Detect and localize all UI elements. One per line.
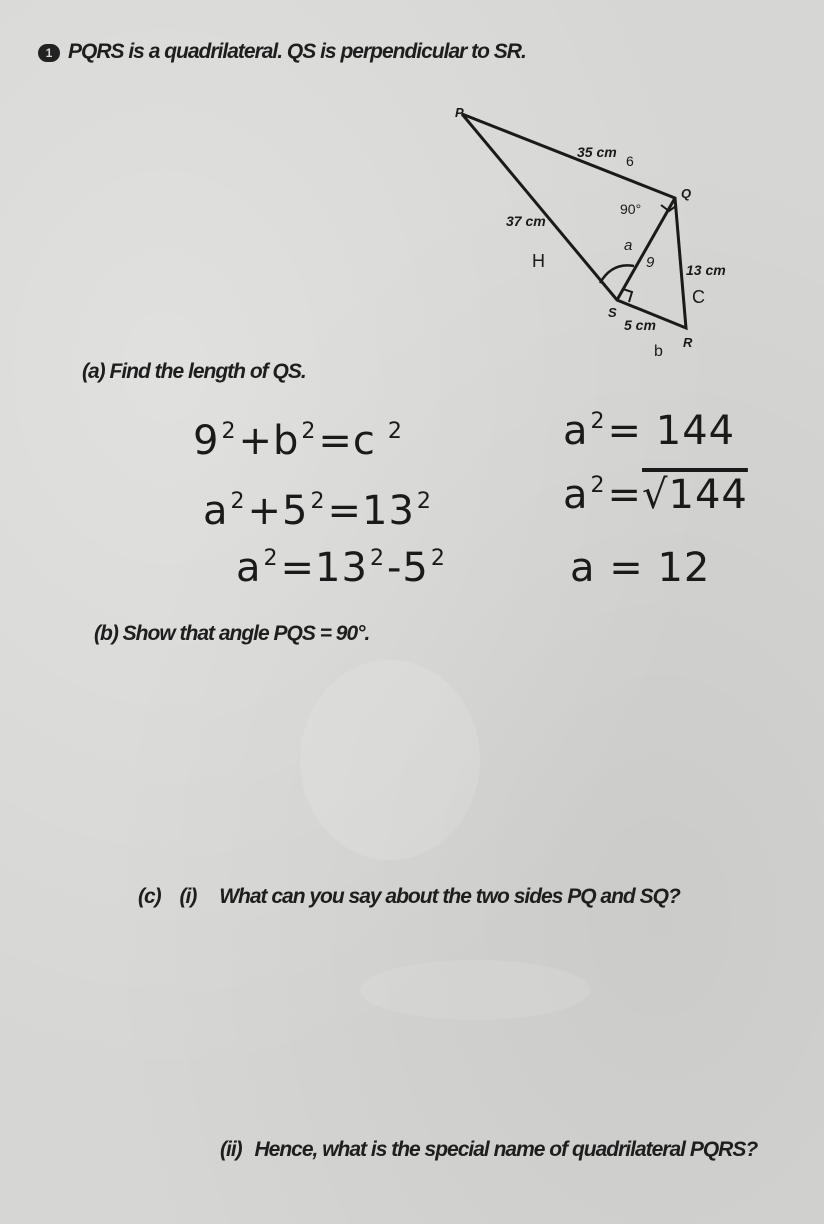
work-line-2-a-exp: 2 — [230, 489, 246, 514]
work-line-2-eq: =13 — [327, 488, 415, 534]
part-c-ii — [220, 1138, 757, 1162]
work-line-1-eq: =c — [318, 418, 376, 464]
part-a-text: Find the length of QS. — [109, 360, 306, 383]
work-line-1-b-exp: 2 — [301, 419, 317, 444]
part-a-label: (a) — [82, 360, 105, 383]
quadrilateral-diagram — [0, 0, 824, 380]
label-qs-mark: 9 — [646, 254, 655, 271]
work-line-4-a-exp: 2 — [590, 409, 606, 434]
work-line-5-root: √144 — [642, 472, 748, 518]
work-line-2-a: a — [203, 488, 229, 534]
work-line-3-minus: -5 — [386, 545, 429, 591]
work-line-3-eq: =13 — [280, 545, 368, 591]
part-c-label: (c) — [138, 885, 161, 908]
eraser-smudge — [300, 660, 480, 860]
part-b-label: (b) — [94, 622, 118, 645]
quadrilateral-outline — [462, 114, 686, 328]
part-b-text: Show that angle PQS = 90°. — [122, 622, 370, 645]
work-line-3 — [236, 545, 448, 591]
work-line-2-c-exp: 2 — [416, 489, 432, 514]
label-qs-a: a — [624, 237, 633, 254]
vertex-q: Q — [681, 186, 692, 201]
label-sr-length: 5 cm — [624, 317, 656, 333]
work-line-6: a = 12 — [570, 545, 711, 591]
label-angle-q: 90° — [620, 201, 642, 217]
work-line-4-a: a — [563, 408, 589, 454]
work-line-3-c-exp: 2 — [430, 546, 446, 571]
part-c-i-text: What can you say about the two sides PQ and SQ? — [219, 885, 680, 908]
part-c-i-label: (i) — [179, 885, 197, 908]
label-sr-mark: b — [654, 343, 663, 360]
work-line-2-plus: +5 — [247, 488, 309, 534]
work-line-2-b-exp: 2 — [310, 489, 326, 514]
work-line-4 — [563, 408, 735, 454]
vertex-r: R — [683, 335, 693, 350]
right-angle-s-marker — [623, 289, 632, 302]
label-pq-mark: 6 — [626, 153, 634, 169]
work-line-1-a-exp: 2 — [221, 419, 237, 444]
work-line-1-plus: +b — [238, 418, 300, 464]
work-line-1 — [193, 418, 405, 464]
part-b — [94, 622, 369, 646]
work-line-5-a-exp: 2 — [590, 473, 606, 498]
label-pq-length: 35 cm — [577, 144, 617, 160]
vertex-p: P — [455, 105, 464, 120]
work-line-2 — [203, 488, 434, 534]
work-line-3-a: a — [236, 545, 262, 591]
work-line-5-eq: = — [607, 472, 643, 518]
eraser-smudge — [360, 960, 590, 1020]
label-ps-mark: H — [532, 251, 545, 271]
work-line-4-eq: = 144 — [607, 408, 736, 454]
work-line-3-b-exp: 2 — [369, 546, 385, 571]
question-number-badge: 1 — [38, 44, 60, 62]
work-line-1-c-exp: 2 — [387, 419, 403, 444]
vertex-s: S — [608, 305, 617, 320]
work-line-3-a-exp: 2 — [263, 546, 279, 571]
part-a — [82, 360, 306, 384]
part-c-ii-text: Hence, what is the special name of quadrilateral PQRS? — [254, 1138, 758, 1161]
work-line-5-a: a — [563, 472, 589, 518]
part-c-i — [138, 885, 680, 909]
work-line-5 — [563, 472, 748, 518]
work-line-1-a: 9 — [193, 418, 220, 464]
label-ps-length: 37 cm — [506, 213, 546, 229]
label-qr-mark: C — [692, 287, 705, 307]
question-stem: PQRS is a quadrilateral. QS is perpendicular to SR. — [68, 40, 526, 63]
part-c-ii-label: (ii) — [220, 1138, 242, 1161]
label-qr-length: 13 cm — [686, 262, 726, 278]
